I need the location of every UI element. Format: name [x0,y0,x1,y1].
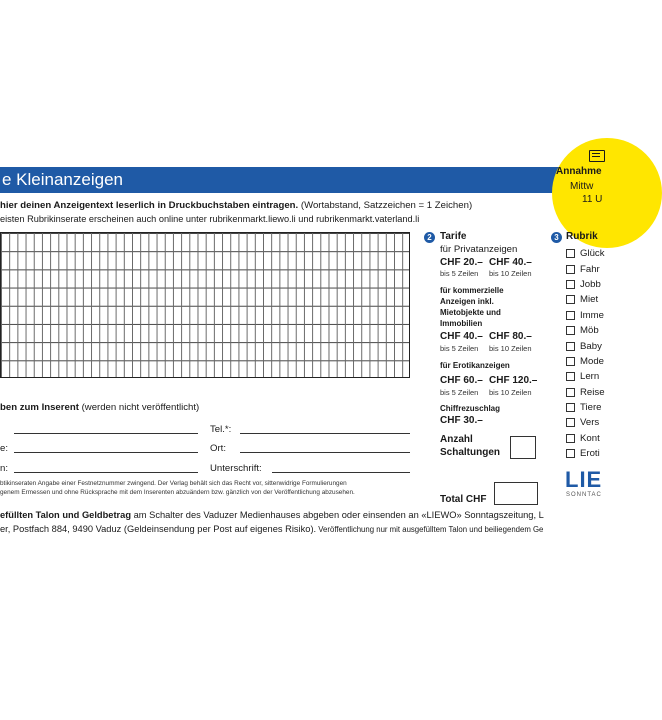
checkbox[interactable] [566,326,575,335]
e-label: e: [0,443,9,454]
logo-subtitle: SONNTAC [566,492,602,498]
checkbox[interactable] [566,403,575,412]
rubrik-item[interactable]: Reise [566,385,605,400]
checkbox[interactable] [566,311,575,320]
rubrik-item[interactable]: Baby [566,338,605,353]
rubrik-item[interactable]: Fahr [566,261,605,276]
ad-text-grid[interactable] [0,232,410,378]
n-label: n: [0,463,9,474]
checkbox[interactable] [566,265,575,274]
price-erotic-5: CHF 60.– [440,375,483,386]
tarife-erotic: für Erotikanzeigen [440,361,510,370]
chiffre-price: CHF 30.– [440,415,483,426]
lines-private-10: bis 10 Zeilen [489,269,532,278]
rubrik-item[interactable]: Tiere [566,400,605,415]
checkbox[interactable] [566,342,575,351]
footer-small: Veröffentlichung nur mit ausgefülltem Talon und beiliegendem Ge [316,525,544,534]
lines-commercial-10: bis 10 Zeilen [489,344,532,353]
checkbox[interactable] [566,434,575,443]
rubrik-list [566,246,605,461]
ort-label: Ort: [210,443,226,454]
rubrik-item[interactable]: Vers [566,415,605,430]
checkbox[interactable] [566,449,575,458]
rubrik-item[interactable]: Mode [566,354,605,369]
checkbox[interactable] [566,357,575,366]
checkbox[interactable] [566,280,575,289]
inserent-title-rest: (werden nicht veröffentlicht) [78,402,200,413]
schaltungen-label: Schaltungen [440,447,501,458]
lines-erotic-5: bis 5 Zeilen [440,388,479,397]
rubrik-item[interactable]: Glück [566,246,605,261]
tarife-commercial: für kommerzielle Anzeigen inkl. Mietobjekte und Immobilien [440,286,504,328]
checkbox[interactable] [566,372,575,381]
price-erotic-10: CHF 120.– [489,375,538,386]
tel-field[interactable] [240,433,410,434]
rubrik-item[interactable]: Miet [566,292,605,307]
lines-commercial-5: bis 5 Zeilen [440,344,479,353]
signature-field[interactable] [272,472,410,473]
name-field[interactable] [14,433,198,434]
unterschrift-label: Unterschrift: [210,463,262,474]
rubrik-item[interactable]: Eroti [566,446,605,461]
total-label: Total CHF [440,494,487,505]
rubrik-item[interactable]: Möb [566,323,605,338]
footer-line-2 [0,524,543,534]
legal-note-2: genem Ermessen und ohne Rücksprache mit dem Inserenten abzuändern bzw. gänzlich von der Veröffentlichung abzusehen. [0,489,355,496]
rubrik-item[interactable]: Jobb [566,277,605,292]
lines-private-5: bis 5 Zeilen [440,269,479,278]
price-commercial-10: CHF 80.– [489,331,532,342]
step-number-2: 2 [424,232,435,243]
checkbox[interactable] [566,418,575,427]
inserent-title-bold: ben zum Inserent [0,402,79,413]
lines-erotic-10: bis 10 Zeilen [489,388,532,397]
checkbox[interactable] [566,295,575,304]
anzahl-input[interactable] [510,436,536,459]
tarife-title: Tarife [440,231,467,242]
anzahl-label: Anzahl [440,434,473,445]
footer-line-1 [0,510,544,520]
footer-bold: efüllten Talon und Geldbetrag [0,510,132,520]
price-private-5: CHF 20.– [440,257,483,268]
badge-line-3: 11 U [582,194,603,205]
legal-note-1: btikinseraten Angabe einer Festnetznummer zwingend. Der Verlag behält sich das Recht vor, sittenwidrige Formulierungen [0,480,347,487]
price-commercial-5: CHF 40.– [440,331,483,342]
step-number-3: 3 [551,232,562,243]
badge-line-2: Mittw [570,181,594,192]
inserent-title [0,402,199,413]
badge-line-1: Annahme [556,166,602,177]
instruction-bold: hier deinen Anzeigentext leserlich in Druckbuchstaben eintragen. [0,200,299,211]
rubrik-item[interactable]: Imme [566,308,605,323]
email-field[interactable] [14,472,198,473]
liewo-logo: LIE [565,467,603,492]
instruction-rest: (Wortabstand, Satzzeichen = 1 Zeichen) [298,200,473,211]
checkbox[interactable] [566,388,575,397]
footer-rest: am Schalter des Vaduzer Medienhauses abgeben oder einsenden an «LIEWO» Sonntagszeitung, L [131,510,544,520]
online-note: eisten Rubrikinserate erscheinen auch online unter rubrikenmarkt.liewo.li und rubrikenmarkt.vaterland.li [0,214,420,224]
instruction-text [0,200,472,211]
document-icon [589,150,605,162]
footer-address: er, Postfach 884, 9490 Vaduz (Geldeinsendung per Post auf eigenes Risiko). [0,524,317,534]
rubrik-item[interactable]: Kont [566,431,605,446]
ort-field[interactable] [240,452,410,453]
tel-label: Tel.*: [210,424,232,435]
rubrik-item[interactable]: Lern [566,369,605,384]
tarife-private: für Privatanzeigen [440,244,518,255]
address-field[interactable] [14,452,198,453]
rubrik-title: Rubrik [566,231,598,242]
checkbox[interactable] [566,249,575,258]
form-title: e Kleinanzeigen [2,170,123,189]
total-input[interactable] [494,482,538,505]
chiffre-label: Chiffrezuschlag [440,404,501,413]
price-private-10: CHF 40.– [489,257,532,268]
